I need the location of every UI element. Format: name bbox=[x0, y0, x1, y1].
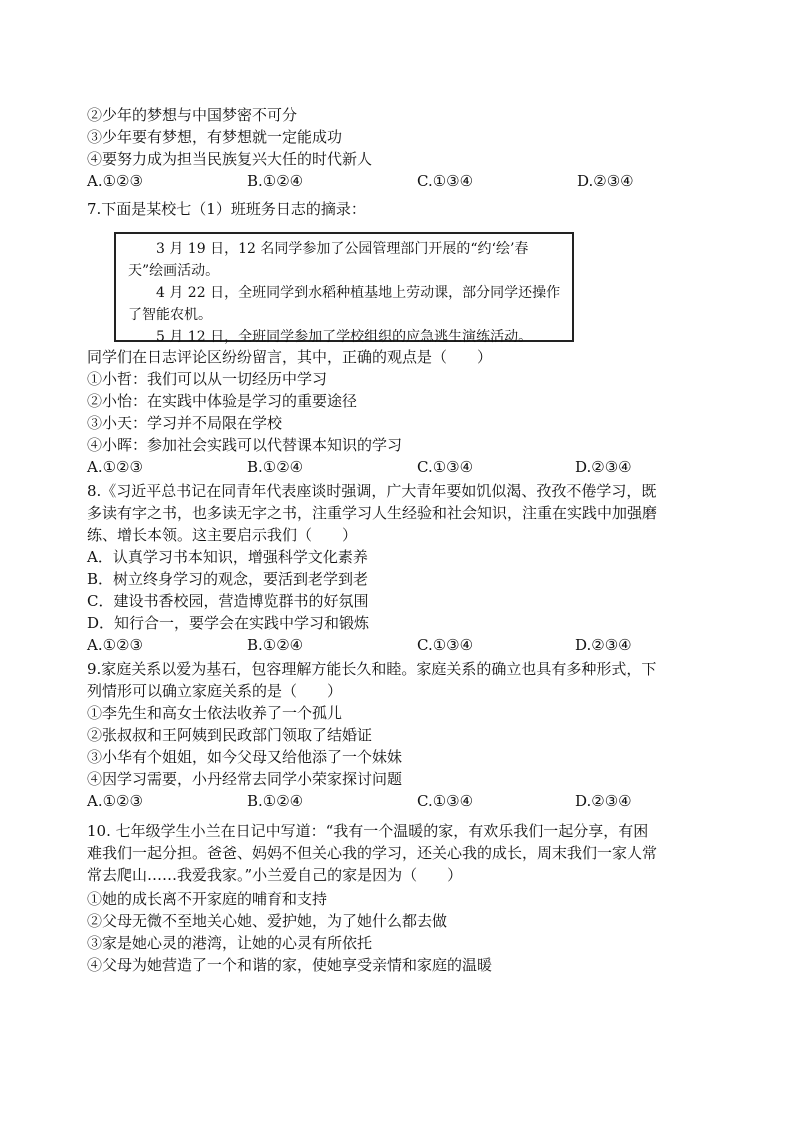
log-entry: 5 月 12 日，全班同学参加了学校组织的应急逃生演练活动。 bbox=[156, 329, 533, 345]
q7-item: ②小怡：在实践中体验是学习的重要途径 bbox=[87, 392, 358, 410]
q7-stem: 7.下面是某校七（1）班班务日志的摘录： bbox=[87, 200, 366, 218]
q7-item: ③小天：学习并不局限在学校 bbox=[87, 414, 283, 432]
q6-option-b[interactable]: B.①②④ bbox=[247, 172, 304, 190]
q8-item: B．树立终身学习的观念，要活到老学到老 bbox=[87, 570, 369, 588]
q8-stem-line: 多读有字之书，也多读无字之书，注重学习人生经验和社会知识，注重在实践中加强磨 bbox=[87, 504, 658, 522]
q7-option-d[interactable]: D.②③④ bbox=[575, 458, 632, 476]
q9-option-b[interactable]: B.①②④ bbox=[247, 792, 304, 810]
q8-option-b[interactable]: B.①②④ bbox=[247, 636, 304, 654]
q7-options bbox=[87, 456, 707, 478]
q9-item: ③小华有个姐姐，如今父母又给他添了一个妹妹 bbox=[87, 748, 403, 766]
q8-item: D．知行合一，要学会在实践中学习和锻炼 bbox=[87, 614, 370, 632]
class-log-box bbox=[114, 232, 574, 345]
q10-item: ②父母无微不至地关心她、爱护她，为了她什么都去做 bbox=[87, 912, 448, 930]
q10-item: ③家是她心灵的港湾，让她的心灵有所依托 bbox=[87, 934, 373, 952]
log-entry: 3 月 19 日，12 名同学参加了公园管理部门开展的“约‘绘’春天”绘画活动。 bbox=[128, 241, 529, 279]
q9-stem-line: 列情形可以确立家庭关系的是（ ） bbox=[87, 682, 343, 700]
q9-stem-line: 9.家庭关系以爱为基石，包容理解方能长久和睦。家庭关系的确立也具有多种形式，下 bbox=[87, 660, 657, 678]
q8-item: C．建设书香校园，营造博览群书的好氛围 bbox=[87, 592, 369, 610]
log-entry: 4 月 22 日，全班同学到水稻种植基地上劳动课，部分同学还操作了智能农机。 bbox=[128, 285, 561, 323]
q9-option-c[interactable]: C.①③④ bbox=[417, 792, 474, 810]
q7-item: ①小哲：我们可以从一切经历中学习 bbox=[87, 370, 328, 388]
q8-option-c[interactable]: C.①③④ bbox=[417, 636, 474, 654]
q7-item: ④小晖：参加社会实践可以代替课本知识的学习 bbox=[87, 436, 403, 454]
q10-item: ④父母为她营造了一个和谐的家，使她享受亲情和家庭的温暖 bbox=[87, 956, 493, 974]
q9-option-a[interactable]: A.①②③ bbox=[87, 792, 143, 810]
q6-option-a[interactable]: A.①②③ bbox=[87, 172, 143, 190]
q10-item: ①她的成长离不开家庭的哺育和支持 bbox=[87, 890, 328, 908]
q9-item: ②张叔叔和王阿姨到民政部门领取了结婚证 bbox=[87, 726, 373, 744]
q8-option-a[interactable]: A.①②③ bbox=[87, 636, 143, 654]
q8-stem-line: 练、增长本领。这主要启示我们（ ） bbox=[87, 526, 358, 544]
q9-options bbox=[87, 790, 707, 812]
q9-item: ①李先生和高女士依法收养了一个孤儿 bbox=[87, 704, 343, 722]
q6-item: ④要努力成为担当民族复兴大任的时代新人 bbox=[87, 150, 373, 168]
q9-option-d[interactable]: D.②③④ bbox=[575, 792, 632, 810]
q7-option-a[interactable]: A.①②③ bbox=[87, 458, 143, 476]
q10-stem-line: 常去爬山……我爱我家。”小兰爱自己的家是因为（ ） bbox=[87, 866, 463, 884]
q6-item: ③少年要有梦想，有梦想就一定能成功 bbox=[87, 128, 343, 146]
q6-item: ②少年的梦想与中国梦密不可分 bbox=[87, 106, 298, 124]
q7-option-b[interactable]: B.①②④ bbox=[247, 458, 304, 476]
q9-item: ④因学习需要，小丹经常去同学小荣家探讨问题 bbox=[87, 770, 403, 788]
q8-option-d[interactable]: D.②③④ bbox=[575, 636, 632, 654]
q10-stem-line: 难我们一起分担。爸爸、妈妈不但关心我的学习，还关心我的成长，周末我们一家人常 bbox=[87, 844, 658, 862]
q7-prompt: 同学们在日志评论区纷纷留言，其中，正确的观点是（ ） bbox=[87, 348, 493, 366]
q8-stem-line: 8.《习近平总书记在同青年代表座谈时强调，广大青年要如饥似渴、孜孜不倦学习，既 bbox=[87, 482, 657, 500]
q6-option-d[interactable]: D.②③④ bbox=[577, 172, 634, 190]
q6-options bbox=[87, 170, 707, 192]
q10-stem-line: 10. 七年级学生小兰在日记中写道：“我有一个温暖的家，有欢乐我们一起分享，有困 bbox=[87, 822, 649, 840]
q7-option-c[interactable]: C.①③④ bbox=[417, 458, 474, 476]
q8-options bbox=[87, 634, 707, 656]
q8-item: A．认真学习书本知识，增强科学文化素养 bbox=[87, 548, 368, 566]
q6-option-c[interactable]: C.①③④ bbox=[417, 172, 474, 190]
